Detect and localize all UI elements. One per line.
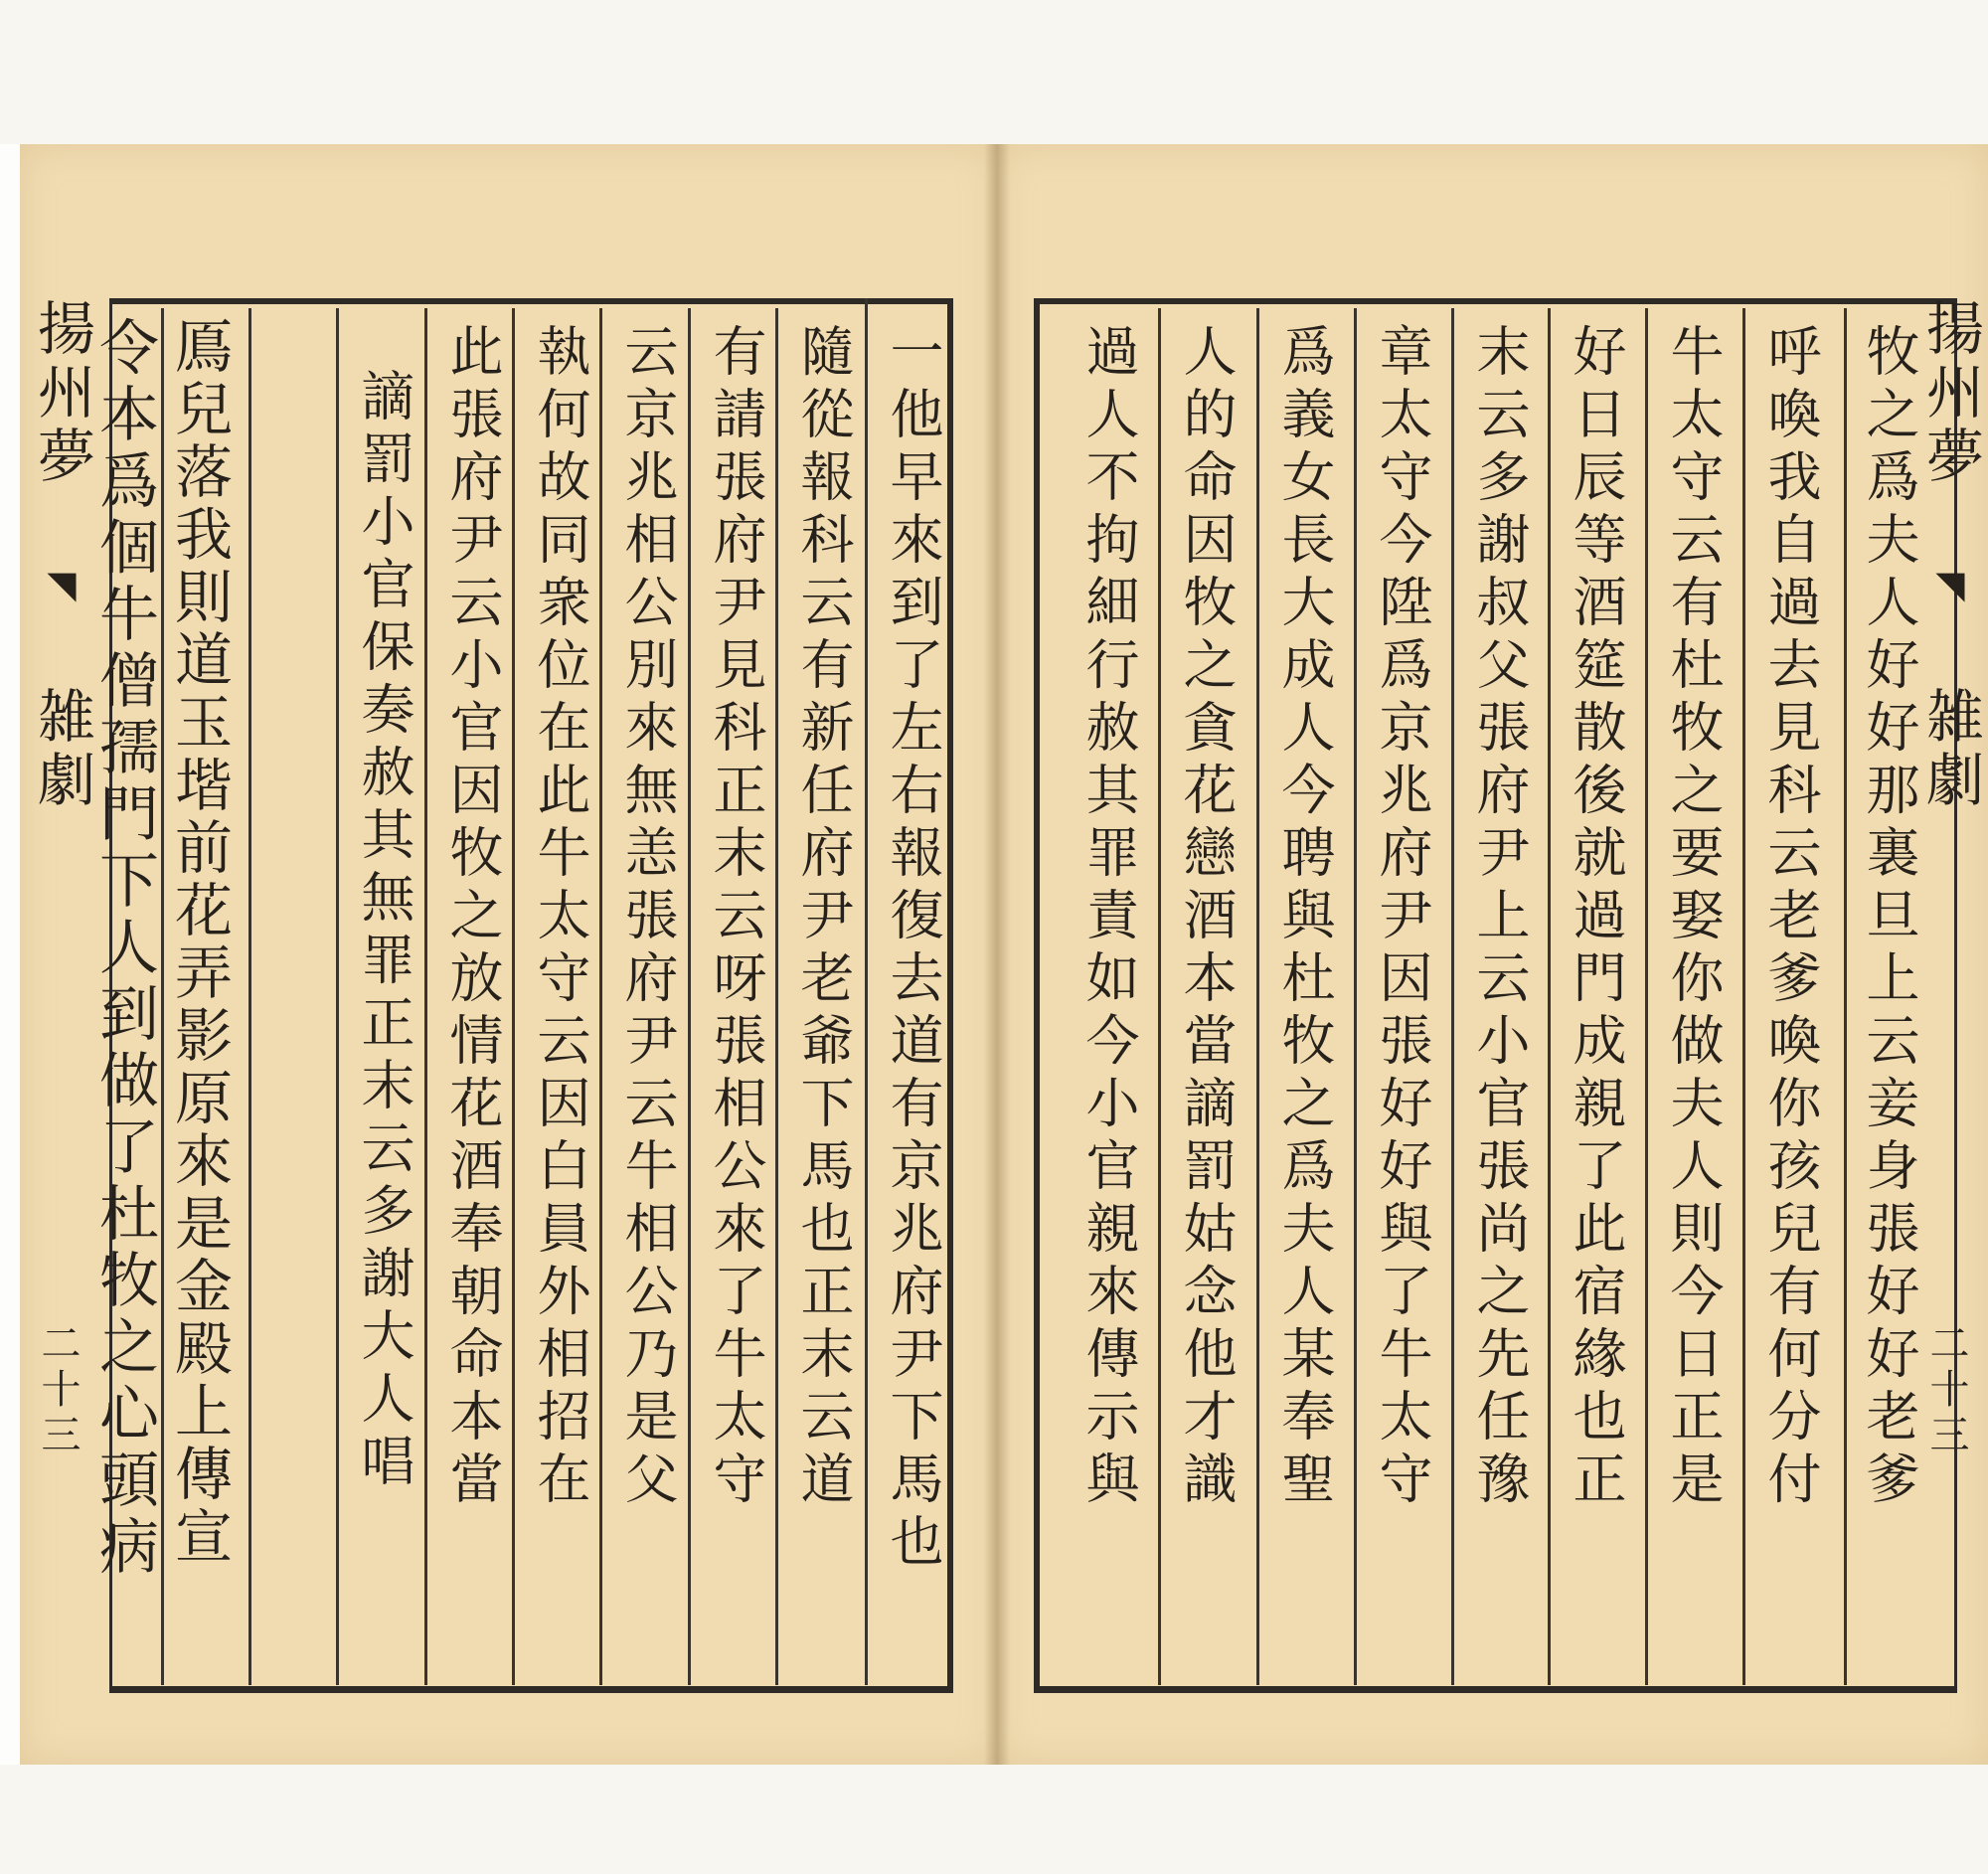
book-gutter xyxy=(984,144,1010,1765)
column-rule xyxy=(336,308,339,1685)
text-column: 好日辰等酒筵散後就過門成親了此宿緣也正 xyxy=(1565,323,1627,1513)
fish-tail-icon: ◥ xyxy=(40,563,83,612)
text-column: 牛太守云有杜牧之要娶你做夫人則今日正是 xyxy=(1662,323,1725,1513)
text-column: 執何故同衆位在此牛太守云因白員外相招在 xyxy=(529,323,591,1513)
column-rule xyxy=(1548,308,1551,1685)
fish-tail-icon: ◥ xyxy=(1928,563,1972,612)
column-rule xyxy=(512,308,515,1685)
right-margin-folio-text: 二十三 xyxy=(1923,1322,1969,1459)
text-column: 有請張府尹見科正末云呀張相公來了牛太守 xyxy=(705,323,767,1513)
text-column: 爲義女長大成人今聘與杜牧之爲夫人某奉聖 xyxy=(1273,323,1336,1513)
column-rule xyxy=(1844,308,1847,1685)
right-margin-title-text: 揚州夢 xyxy=(1916,298,1984,489)
left-margin-folio-text: 二十三 xyxy=(35,1322,81,1459)
text-column-aria: 鳫兒落我則道玉堦前花弄影原來是金殿上傳宣 xyxy=(165,316,233,1569)
text-column: 謫罰小官保奏赦其無罪正末云多謝大人唱 xyxy=(353,368,415,1495)
right-margin-folio xyxy=(1918,1322,1975,1459)
text-column: 章太守今陞爲京兆府尹因張好好與了牛太守 xyxy=(1371,323,1433,1513)
column-rule xyxy=(1354,308,1357,1685)
text-column: 隨從報科云有新任府尹老爺下馬也正末云道 xyxy=(792,323,855,1513)
right-margin-section-text: 雑劇 xyxy=(1916,686,1984,813)
text-column-aria: 令本爲個牛僧孺門下人到做了杜牧之心頭病 xyxy=(89,316,159,1582)
column-rule xyxy=(1158,308,1161,1685)
column-rule xyxy=(424,308,427,1685)
text-column: 過人不拘細行赦其罪責如今小官親來傳示與 xyxy=(1077,323,1140,1513)
text-column: 牧之爲夫人好好那裏旦上云妾身張好好老爹 xyxy=(1858,323,1920,1513)
column-rule xyxy=(1645,308,1648,1685)
text-column: 一他早來到了左右報復去道有京兆府尹下馬也 xyxy=(882,323,944,1576)
text-column: 人的命因牧之貪花戀酒本當謫罰姑念他才識 xyxy=(1175,323,1238,1513)
column-rule xyxy=(1451,308,1454,1685)
column-rule xyxy=(865,298,868,1685)
right-margin-title xyxy=(1908,298,1988,813)
column-rule xyxy=(248,308,251,1685)
left-margin-title-text: 揚州夢 xyxy=(28,298,95,489)
left-margin-folio xyxy=(30,1322,86,1459)
text-column: 此張府尹云小官因牧之放情花酒奉朝命本當 xyxy=(441,323,504,1513)
paper-edge-bottom xyxy=(0,1765,1988,1874)
text-column: 云京兆相公別來無恙張府尹云牛相公乃是父 xyxy=(616,323,679,1513)
column-rule xyxy=(688,308,691,1685)
column-rule xyxy=(1256,308,1259,1685)
column-rule xyxy=(161,308,164,1685)
column-rule xyxy=(1742,308,1745,1685)
left-margin-section-text: 雑劇 xyxy=(28,686,95,813)
text-column: 末云多謝叔父張府尹上云小官張尚之先任豫 xyxy=(1468,323,1531,1513)
column-rule xyxy=(775,308,778,1685)
paper-edge-top xyxy=(0,0,1988,144)
column-rule xyxy=(599,308,602,1685)
text-column: 呼喚我自過去見科云老爹喚你孩兒有何分付 xyxy=(1759,323,1822,1513)
